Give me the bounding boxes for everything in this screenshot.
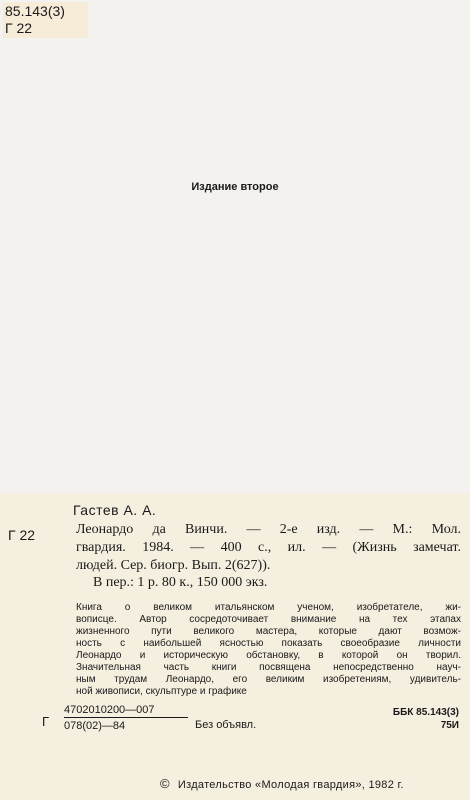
copyright-line (160, 776, 404, 791)
annotation-line: Книга о великом итальянском ученом, изобретателе, жи- (76, 602, 461, 613)
top-classification-author-mark: Г 22 (5, 20, 33, 36)
annotation-line: Значительная часть книги посвящена непосредственно науч- (76, 662, 461, 673)
top-classification-code: 85.143(3) (5, 3, 65, 19)
no-announcement-note: Без объявл. (195, 719, 257, 731)
card-classification: Г 22 (8, 527, 36, 543)
bbk-subcode: 75И (440, 720, 459, 731)
annotation-line: ной живописи, скульптуре и графике (76, 686, 247, 697)
author-name: Гастев А. А. (73, 502, 157, 518)
bbk-index (393, 706, 459, 732)
catalog-card (0, 493, 470, 800)
price-and-print-run: В пер.: 1 р. 80 к., 150 000 экз. (93, 575, 268, 590)
edition-note: Издание второе (191, 181, 279, 193)
bibliographic-line: гвардия. 1984. — 400 с., ил. — (Жизнь замечат. (76, 540, 461, 555)
bbk-code: ББК 85.143(3) (392, 707, 459, 718)
copyright-icon: © (160, 776, 170, 791)
publication-code (64, 704, 188, 732)
bibliographic-line: людей. Сер. биогр. Вып. 2(627)). (76, 558, 271, 573)
copyright-text: Издательство «Молодая гвардия», 1982 г. (177, 779, 404, 791)
book-annotation (76, 602, 461, 698)
code-prefix-letter: Г (42, 714, 50, 729)
annotation-line: ность с наибольшей ясностью показать своеобразие личности (76, 638, 461, 649)
publication-code-numerator: 4702010200—007 (64, 704, 188, 718)
annotation-line: жизненного пути великого мастера, которые дают возмож- (76, 626, 461, 637)
bibliographic-description (76, 521, 461, 575)
publication-code-denominator: 078(02)—84 (64, 720, 126, 732)
annotation-line: Леонардо и историческую обстановку, в которой он творил. (76, 650, 461, 661)
top-classification-label (3, 2, 88, 38)
bibliographic-line: Леонардо да Винчи. — 2-е изд. — М.: Мол. (76, 522, 461, 537)
annotation-line: вописце. Автор сосредоточивает внимание на тех этапах (76, 614, 461, 625)
annotation-line: ным трудам Леонардо, его великим изобретениям, удивитель- (76, 674, 461, 685)
